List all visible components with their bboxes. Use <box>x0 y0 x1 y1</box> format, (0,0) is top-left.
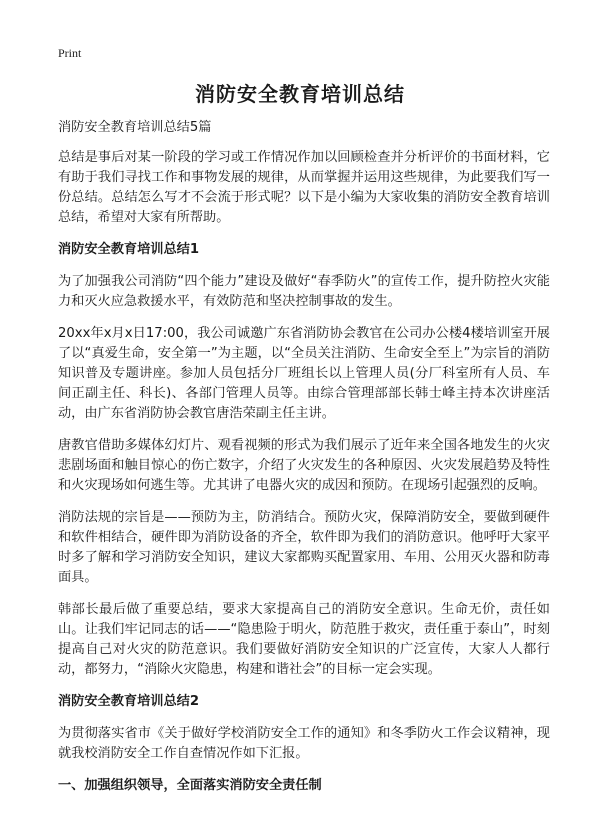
print-link[interactable]: Print <box>58 46 82 60</box>
section1-paragraph: 唐教官借助多媒体幻灯片、观看视频的形式为我们展示了近年来全国各地发生的火灾悲剧场面和触目惊心的伤亡数字，介绍了火灾发生的各种原因、火灾发展趋势及特性和火灾现场如何逃生等。尤其讲了电器火灾的成因和预防。在现场引起强烈的反响。 <box>58 438 550 493</box>
document-subtitle: 消防安全教育培训总结5篇 <box>58 120 212 135</box>
section2-paragraph: 为贯彻落实省市《关于做好学校消防安全工作的通知》和冬季防火工作会议精神，现就我校消防安全工作自查情况作如下汇报。 <box>58 726 550 761</box>
document-body <box>58 118 550 796</box>
section-heading-1: 消防安全教育培训总结1 <box>58 242 200 257</box>
section1-paragraph: 为了加强我公司消防“四个能力”建设及做好“春季防火”的宣传工作，提升防控火灾能力和灭火应急救援水平，有效防范和坚决控制事故的发生。 <box>58 274 550 309</box>
section1-paragraph: 20xx年x月x日17:00，我公司诚邀广东省消防协会教官在公司办公楼4楼培训室开展了以“真爱生命，安全第一”为主题，以“全员关注消防、生命安全至上”为宗旨的消防知识普及专题讲座。参加人员包括分厂班组长以上管理人员(分厂科室所有人员、车间正副主任、科长)、各部门管理人员等。由综合管理部部长韩士峰主持本次讲座活动，由广东省消防协会教官唐浩荣副主任主讲。 <box>58 326 550 421</box>
section-heading-2: 消防安全教育培训总结2 <box>58 694 200 709</box>
section1-paragraph: 韩部长最后做了重要总结，要求大家提高自己的消防安全意识。生命无价，责任如山。让我们牢记同志的话——“隐患险于明火，防范胜于救灾，责任重于泰山”，时刻提高自己对火灾的防范意识。我们要做好消防安全知识的广泛宣传，大家人人都行动，都努力，“消除火灾隐患，构建和谐社会”的目标一定会实现。 <box>58 602 550 677</box>
section1-paragraph: 消防法规的宗旨是——预防为主，防消结合。预防火灾，保障消防安全，要做到硬件和软件相结合，硬件即为消防设备的齐全，软件即为我们的消防意识。他呼吁大家平时多了解和学习消防安全知识，建议大家都购买配置家用、车用、公用灭火器和防毒面具。 <box>58 510 550 585</box>
section2-subheading: 一、加强组织领导，全面落实消防安全责任制 <box>58 778 322 793</box>
page-title: 消防安全教育培训总结 <box>195 82 405 106</box>
intro-paragraph: 总结是事后对某一阶段的学习或工作情况作加以回顾检查并分析评价的书面材料，它有助于我们寻找工作和事物发展的规律，从而掌握并运用这些规律，为此要我们写一份总结。总结怎么写才不会流于形式呢？以下是小编为大家收集的消防安全教育培训总结，希望对大家有所帮助。 <box>58 150 550 225</box>
